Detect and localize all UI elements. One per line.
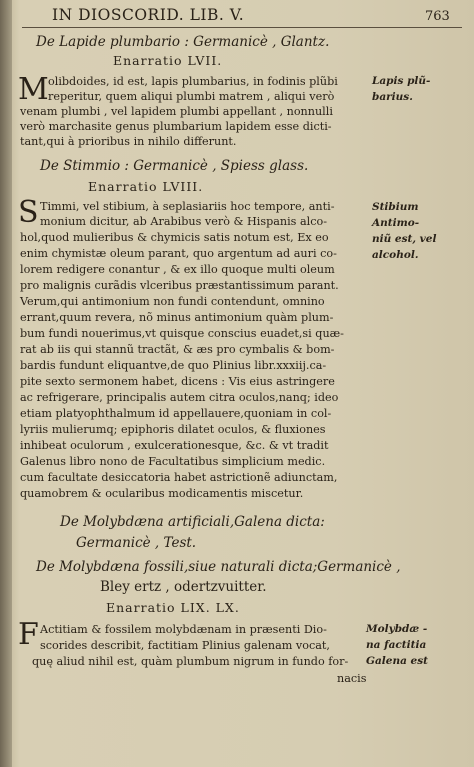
text-line: Timmi, vel stibium, à seplasiariis hoc tempore, anti- <box>40 200 335 213</box>
text-line: quę aliud nihil est, quàm plumbum nigrum in fundo for- <box>32 655 349 668</box>
section-title-lapis-plumbarius: De Lapide plumbario : Germanicè , Glantz. <box>36 34 330 50</box>
margin-note: niũ est, vel <box>372 233 437 245</box>
text-line: lorem redigere conantur , & ex illo quoque multi oleum <box>20 263 335 276</box>
margin-note: Stibium <box>372 201 419 213</box>
text-line: reperitur, quem aliqui plumbi matrem , aliqui verò <box>48 90 335 103</box>
text-line: rat ab iis qui stannũ tractãt, & æs pro cymbalis & bom- <box>20 343 335 356</box>
text-line: lyriis mulierumq; epiphoris dilatet oculos, & fluxiones <box>20 423 326 436</box>
text-line: bardis fundunt eliquantve,de quo Plinius libr.xxxiij.ca- <box>20 359 327 372</box>
text-line: pite sexto sermonem habet, dicens : Vis eius astringere <box>20 375 335 388</box>
enarratio-heading: Enarratio LIX. LX. <box>106 600 240 615</box>
page-number: 763 <box>425 9 450 24</box>
margin-note: barius. <box>372 91 413 103</box>
text-line: verò marchasite genus plumbarium lapidem esse dicti- <box>20 120 332 133</box>
text-line: venam plumbi , vel lapidem plumbi appellant , nonnulli <box>20 105 333 118</box>
margin-note: Galena est <box>366 655 428 667</box>
text-line: Galenus libro nono de Facultatibus simplicium medic. <box>20 455 326 468</box>
text-line: olibdoides, id est, lapis plumbarius, in fodinis plũbi <box>48 75 338 88</box>
text-line: cum facultate desiccatoria habet astrictionẽ adiunctam, <box>20 471 338 484</box>
margin-note: Lapis plũ- <box>372 75 431 87</box>
text-line: ac refrigerare, principalis autem citra oculos,nanq; ideo <box>20 391 339 404</box>
drop-cap: S <box>18 195 39 230</box>
text-line: pro malignis curãdis vlceribus præstantissimum parant. <box>20 279 339 292</box>
text-line: hol,quod mulieribus & chymicis satis notum est, Ex eo <box>20 231 329 244</box>
text-line: Verum,qui antimonium non fundi contendunt, omnino <box>20 295 325 308</box>
drop-cap: F <box>18 617 39 652</box>
text-line: errant,quum revera, nõ minus antimonium quàm plum- <box>20 311 334 324</box>
text-line: inhibeat oculorum , exulcerationesque, &c. & vt tradit <box>20 439 329 452</box>
text-line: monium dicitur, ab Arabibus verò & Hispanis alco- <box>40 215 328 228</box>
margin-note: na factitia <box>366 639 427 651</box>
section-title-molybdaena-fossilis: De Molybdæna fossili,siue naturali dicta;Germanicè , <box>36 559 401 575</box>
text-line: bum fundi nouerimus,vt quisque conscius euadet,si quæ- <box>20 327 344 340</box>
header-rule <box>22 27 462 28</box>
section-title-molybdaena-fossilis: Bley ertz , odertzvuitter. <box>100 579 267 595</box>
enarratio-heading: Enarratio LVIII. <box>88 179 204 194</box>
section-title-stimmium: De Stimmio : Germanicè , Spiess glass. <box>40 158 309 174</box>
page-gutter <box>0 0 12 767</box>
text-line: Actitiam & fossilem molybdænam in præsenti Dio- <box>40 623 327 636</box>
margin-note: alcohol. <box>372 249 419 261</box>
drop-cap: M <box>18 72 49 107</box>
section-title-molybdaena-artificialis: De Molybdæna artificiali,Galena dicta: <box>60 514 325 530</box>
margin-note: Antimo- <box>372 217 420 229</box>
text-line: tant,qui à prioribus in nihilo differunt. <box>20 135 237 148</box>
section-title-molybdaena-artificialis: Germanicè , Test. <box>76 535 197 551</box>
catchword: nacis <box>337 672 367 685</box>
running-head: IN DIOSCORID. LIB. V. <box>52 6 245 24</box>
text-line: etiam platyophthalmum id appellauere,quoniam in col- <box>20 407 332 420</box>
text-line: enim chymistæ oleum parant, quo argentum ad auri co- <box>20 247 337 260</box>
margin-note: Molybdæ - <box>366 623 428 635</box>
enarratio-heading: Enarratio LVII. <box>113 53 223 68</box>
text-line: scorides describit, factitiam Plinius galenam vocat, <box>40 639 330 652</box>
text-line: quamobrem & ocularibus modicamentis miscetur. <box>20 487 304 500</box>
